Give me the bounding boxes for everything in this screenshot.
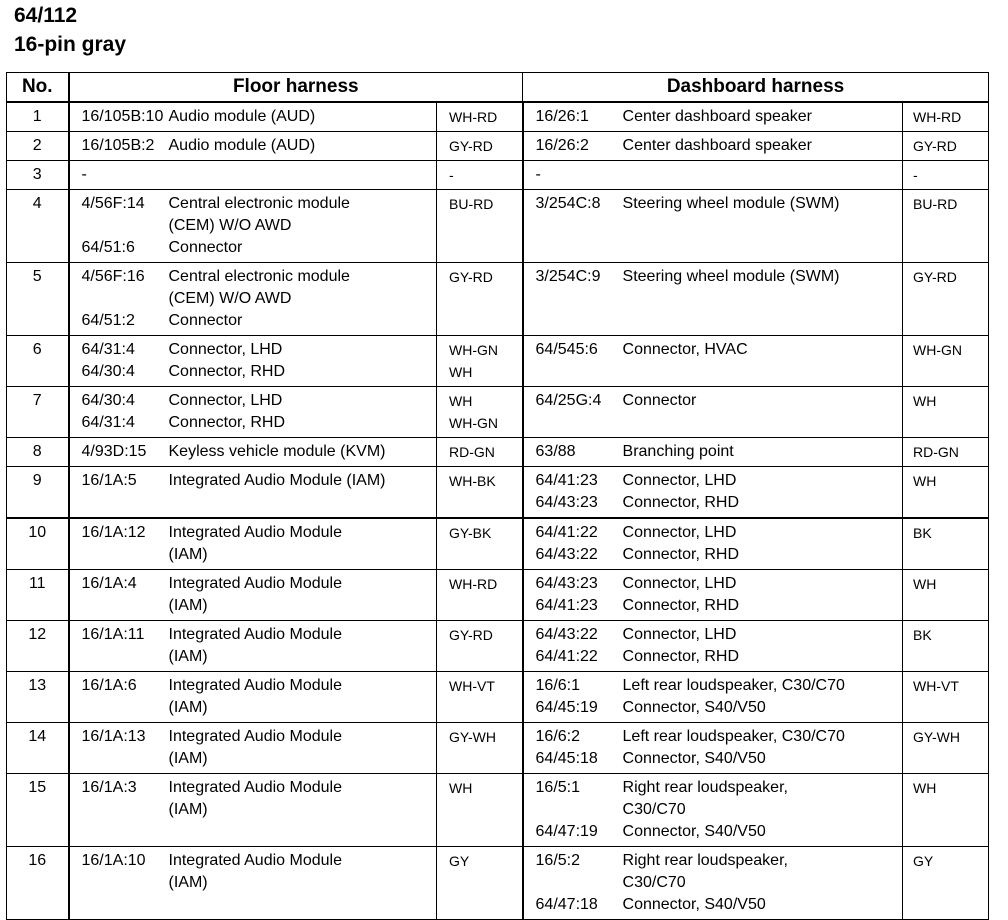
floor-description-cell xyxy=(169,438,437,467)
table-row xyxy=(7,621,989,672)
dashboard-description-cell xyxy=(623,190,903,263)
pin-number: 11 xyxy=(7,570,69,621)
pin-description: Right rear loudspeaker, xyxy=(622,852,788,869)
pin-description: Connector, LHD xyxy=(622,524,737,541)
dashboard-wire-cell xyxy=(903,263,989,336)
dashboard-description-cell xyxy=(623,518,903,570)
floor-code-cell xyxy=(69,847,169,920)
header-dashboard-harness: Dashboard harness xyxy=(523,73,989,103)
wire-color: WH-GN xyxy=(449,415,498,431)
dashboard-description-cell xyxy=(623,570,903,621)
dashboard-description-cell xyxy=(623,672,903,723)
pin-code: 64/31:4 xyxy=(81,414,135,431)
dashboard-wire-cell xyxy=(903,190,989,263)
floor-wire-cell xyxy=(437,774,523,847)
dashboard-description-cell xyxy=(623,161,903,190)
floor-description-cell xyxy=(169,570,437,621)
floor-wire-cell xyxy=(437,102,523,132)
pin-description: Connector, LHD xyxy=(168,341,283,358)
pin-description: C30/C70 xyxy=(622,801,686,818)
pin-code: 16/5:1 xyxy=(535,779,581,796)
pin-description: (IAM) xyxy=(168,597,208,614)
floor-code-cell xyxy=(69,161,169,190)
floor-code-cell xyxy=(69,438,169,467)
pin-code: 64/47:19 xyxy=(535,823,598,840)
table-row xyxy=(7,438,989,467)
pin-description: Right rear loudspeaker, xyxy=(622,779,788,796)
pin-description: Connector, RHD xyxy=(622,494,740,511)
pin-code: 16/6:2 xyxy=(535,728,581,745)
pin-description: Integrated Audio Module xyxy=(168,779,342,796)
pin-description: Connector, LHD xyxy=(622,472,737,489)
dashboard-wire-cell xyxy=(903,132,989,161)
pin-code: 16/5:2 xyxy=(535,852,581,869)
pin-number: 1 xyxy=(7,102,69,132)
table-row xyxy=(7,847,989,920)
dashboard-description-cell xyxy=(623,387,903,438)
floor-description-cell xyxy=(169,263,437,336)
pin-number: 12 xyxy=(7,621,69,672)
pin-description: Steering wheel module (SWM) xyxy=(622,268,840,285)
pin-description: Keyless vehicle module (KVM) xyxy=(168,443,386,460)
wire-color: WH-VT xyxy=(913,678,959,694)
pin-description: Left rear loudspeaker, C30/C70 xyxy=(622,677,845,694)
wire-color: WH-RD xyxy=(913,109,962,125)
pin-number: 8 xyxy=(7,438,69,467)
dashboard-wire-cell xyxy=(903,102,989,132)
pin-description: Integrated Audio Module xyxy=(168,524,342,541)
pin-code: 64/51:6 xyxy=(81,239,135,256)
dashboard-code-cell xyxy=(523,387,623,438)
floor-wire-cell xyxy=(437,621,523,672)
floor-code-cell xyxy=(69,190,169,263)
floor-description-cell xyxy=(169,621,437,672)
pin-number: 3 xyxy=(7,161,69,190)
pin-code: 64/25G:4 xyxy=(535,392,602,409)
wire-color: WH-RD xyxy=(449,576,498,592)
pin-number: 15 xyxy=(7,774,69,847)
dashboard-code-cell xyxy=(523,570,623,621)
pin-code: 64/43:23 xyxy=(535,575,598,592)
dashboard-description-cell xyxy=(623,723,903,774)
pin-description: (IAM) xyxy=(168,546,208,563)
header-floor-harness: Floor harness xyxy=(69,73,523,103)
floor-code-cell xyxy=(69,518,169,570)
pin-code: 16/26:1 xyxy=(535,108,589,125)
page-subtitle: 16-pin gray xyxy=(14,33,127,56)
pin-description: (IAM) xyxy=(168,648,208,665)
pin-description: Integrated Audio Module xyxy=(168,852,342,869)
pin-code: 16/1A:10 xyxy=(81,852,146,869)
dashboard-wire-cell xyxy=(903,387,989,438)
header-no: No. xyxy=(7,73,69,103)
table-row xyxy=(7,723,989,774)
floor-code-cell xyxy=(69,621,169,672)
wire-color: GY-RD xyxy=(449,627,493,643)
pin-description: Connector, RHD xyxy=(622,597,740,614)
floor-code-cell xyxy=(69,723,169,774)
floor-description-cell xyxy=(169,518,437,570)
pin-description: Connector, HVAC xyxy=(622,341,748,358)
floor-wire-cell xyxy=(437,161,523,190)
wire-color: RD-GN xyxy=(449,444,495,460)
wire-color: - xyxy=(449,167,454,183)
floor-code-cell xyxy=(69,774,169,847)
wire-color: WH xyxy=(449,393,473,409)
table-row xyxy=(7,190,989,263)
table-row xyxy=(7,774,989,847)
pin-code: 3/254C:9 xyxy=(535,268,601,285)
floor-wire-cell xyxy=(437,132,523,161)
floor-wire-cell xyxy=(437,672,523,723)
pin-code: 64/43:22 xyxy=(535,546,598,563)
pin-description: (IAM) xyxy=(168,874,208,891)
pin-number: 7 xyxy=(7,387,69,438)
pin-description: Integrated Audio Module xyxy=(168,575,342,592)
pin-number: 16 xyxy=(7,847,69,920)
pin-description: Connector, S40/V50 xyxy=(622,699,766,716)
pin-code: 64/43:23 xyxy=(535,494,598,511)
dashboard-description-cell xyxy=(623,467,903,519)
pin-description: (CEM) W/O AWD xyxy=(168,217,292,234)
pin-code: 4/56F:14 xyxy=(81,195,145,212)
floor-description-cell xyxy=(169,847,437,920)
dashboard-code-cell xyxy=(523,190,623,263)
pin-code: 16/1A:3 xyxy=(81,779,137,796)
pin-code: 16/6:1 xyxy=(535,677,581,694)
pin-code: - xyxy=(535,166,541,183)
floor-description-cell xyxy=(169,132,437,161)
pin-description: Steering wheel module (SWM) xyxy=(622,195,840,212)
pin-description: Connector xyxy=(168,312,243,329)
pin-code: 16/1A:4 xyxy=(81,575,137,592)
wire-color: WH xyxy=(913,393,937,409)
dashboard-code-cell xyxy=(523,263,623,336)
table-row xyxy=(7,387,989,438)
floor-description-cell xyxy=(169,102,437,132)
dashboard-description-cell xyxy=(623,102,903,132)
pin-description: Center dashboard speaker xyxy=(622,137,812,154)
page-title: 64/112 xyxy=(14,4,78,27)
dashboard-wire-cell xyxy=(903,438,989,467)
pin-description: C30/C70 xyxy=(622,874,686,891)
pin-code: 64/41:23 xyxy=(535,597,598,614)
pin-code: 3/254C:8 xyxy=(535,195,601,212)
wire-color: BU-RD xyxy=(913,196,958,212)
wire-color: GY-WH xyxy=(913,729,960,745)
pin-number: 6 xyxy=(7,336,69,387)
dashboard-code-cell xyxy=(523,336,623,387)
pin-code: - xyxy=(81,166,87,183)
floor-code-cell xyxy=(69,132,169,161)
dashboard-code-cell xyxy=(523,518,623,570)
pin-description: Connector, RHD xyxy=(168,363,285,380)
wire-color: WH-RD xyxy=(449,109,498,125)
pin-description: Integrated Audio Module xyxy=(168,677,342,694)
pin-number: 10 xyxy=(7,518,69,570)
pin-code: 16/1A:6 xyxy=(81,677,137,694)
floor-wire-cell xyxy=(437,570,523,621)
pin-description: (IAM) xyxy=(168,801,208,818)
dashboard-code-cell xyxy=(523,621,623,672)
table-row xyxy=(7,570,989,621)
pin-code: 64/31:4 xyxy=(81,341,135,358)
pin-number: 14 xyxy=(7,723,69,774)
pin-code: 64/47:18 xyxy=(535,896,598,913)
pin-code: 64/45:18 xyxy=(535,750,598,767)
pin-description: Left rear loudspeaker, C30/C70 xyxy=(622,728,845,745)
floor-code-cell xyxy=(69,570,169,621)
pin-description: Integrated Audio Module (IAM) xyxy=(168,472,386,489)
floor-code-cell xyxy=(69,336,169,387)
floor-code-cell xyxy=(69,102,169,132)
dashboard-code-cell xyxy=(523,132,623,161)
pin-code: 64/545:6 xyxy=(535,341,598,358)
dashboard-description-cell xyxy=(623,263,903,336)
pin-code: 16/26:2 xyxy=(535,137,589,154)
table-row xyxy=(7,336,989,387)
dashboard-description-cell xyxy=(623,438,903,467)
wire-color: WH xyxy=(913,780,937,796)
pin-description: Audio module (AUD) xyxy=(168,108,316,125)
dashboard-wire-cell xyxy=(903,570,989,621)
pin-description: Center dashboard speaker xyxy=(622,108,812,125)
dashboard-code-cell xyxy=(523,438,623,467)
pin-description: Connector, S40/V50 xyxy=(622,823,766,840)
pin-code: 63/88 xyxy=(535,443,576,460)
pin-number: 4 xyxy=(7,190,69,263)
pin-description: Connector, RHD xyxy=(622,546,740,563)
table-row xyxy=(7,518,989,570)
pin-code: 64/45:19 xyxy=(535,699,598,716)
pin-description: Central electronic module xyxy=(168,195,350,212)
dashboard-description-cell xyxy=(623,621,903,672)
pin-number: 13 xyxy=(7,672,69,723)
pin-description: (IAM) xyxy=(168,750,208,767)
floor-description-cell xyxy=(169,723,437,774)
dashboard-code-cell xyxy=(523,161,623,190)
wire-color: RD-GN xyxy=(913,444,959,460)
dashboard-wire-cell xyxy=(903,467,989,519)
pin-code: 16/1A:12 xyxy=(81,524,146,541)
wire-color: GY xyxy=(449,853,470,869)
dashboard-code-cell xyxy=(523,723,623,774)
floor-description-cell xyxy=(169,387,437,438)
dashboard-wire-cell xyxy=(903,336,989,387)
wire-color: GY-RD xyxy=(449,138,493,154)
pin-code: 4/56F:16 xyxy=(81,268,145,285)
pin-description: Branching point xyxy=(622,443,734,460)
floor-description-cell xyxy=(169,672,437,723)
table-row xyxy=(7,672,989,723)
pin-code: 64/30:4 xyxy=(81,363,135,380)
table-row xyxy=(7,467,989,519)
wire-color: BK xyxy=(913,525,932,541)
pin-number: 9 xyxy=(7,467,69,519)
pin-description: Audio module (AUD) xyxy=(168,137,316,154)
pin-description: Connector, RHD xyxy=(168,414,285,431)
floor-wire-cell xyxy=(437,467,523,519)
floor-description-cell xyxy=(169,190,437,263)
floor-code-cell xyxy=(69,672,169,723)
floor-code-cell xyxy=(69,263,169,336)
wire-color: WH xyxy=(913,473,937,489)
floor-wire-cell xyxy=(437,518,523,570)
pin-description: (CEM) W/O AWD xyxy=(168,290,292,307)
pin-description: Connector, LHD xyxy=(622,575,737,592)
dashboard-wire-cell xyxy=(903,161,989,190)
wire-color: WH-BK xyxy=(449,473,496,489)
floor-description-cell xyxy=(169,774,437,847)
dashboard-description-cell xyxy=(623,336,903,387)
dashboard-code-cell xyxy=(523,774,623,847)
dashboard-wire-cell xyxy=(903,774,989,847)
floor-wire-cell xyxy=(437,438,523,467)
dashboard-wire-cell xyxy=(903,621,989,672)
floor-description-cell xyxy=(169,467,437,519)
wire-color: GY-WH xyxy=(449,729,496,745)
wire-color: WH xyxy=(913,576,937,592)
pin-description: Integrated Audio Module xyxy=(168,626,342,643)
pin-code: 64/41:22 xyxy=(535,524,598,541)
floor-wire-cell xyxy=(437,336,523,387)
floor-code-cell xyxy=(69,467,169,519)
pin-number: 5 xyxy=(7,263,69,336)
wire-color: GY-RD xyxy=(449,269,493,285)
table-row xyxy=(7,102,989,132)
pin-description: Connector, LHD xyxy=(168,392,283,409)
pin-code: 64/30:4 xyxy=(81,392,135,409)
dashboard-code-cell xyxy=(523,467,623,519)
floor-wire-cell xyxy=(437,723,523,774)
dashboard-code-cell xyxy=(523,102,623,132)
wire-color: GY-RD xyxy=(913,138,957,154)
floor-code-cell xyxy=(69,387,169,438)
wire-color: WH xyxy=(449,780,473,796)
pin-code: 64/43:22 xyxy=(535,626,598,643)
pin-description: Central electronic module xyxy=(168,268,350,285)
wire-color: GY xyxy=(913,853,934,869)
pin-code: 16/1A:13 xyxy=(81,728,146,745)
pin-number: 2 xyxy=(7,132,69,161)
wire-color: WH xyxy=(449,364,473,380)
pin-code: 16/1A:11 xyxy=(81,626,145,643)
dashboard-wire-cell xyxy=(903,847,989,920)
pin-description: Connector, RHD xyxy=(622,648,740,665)
table-row xyxy=(7,132,989,161)
dashboard-code-cell xyxy=(523,672,623,723)
table-header-row xyxy=(7,73,989,103)
pin-description: Integrated Audio Module xyxy=(168,728,342,745)
wire-color: GY-RD xyxy=(913,269,957,285)
floor-wire-cell xyxy=(437,263,523,336)
floor-wire-cell xyxy=(437,190,523,263)
pin-description: (IAM) xyxy=(168,699,208,716)
pin-code: 64/41:23 xyxy=(535,472,598,489)
table-row xyxy=(7,263,989,336)
wire-color: WH-VT xyxy=(449,678,495,694)
wire-color: BK xyxy=(913,627,932,643)
dashboard-wire-cell xyxy=(903,672,989,723)
wire-color: BU-RD xyxy=(449,196,494,212)
dashboard-description-cell xyxy=(623,132,903,161)
pin-code: 16/105B:10 xyxy=(81,108,164,125)
pin-table xyxy=(6,72,989,920)
dashboard-code-cell xyxy=(523,847,623,920)
floor-description-cell xyxy=(169,161,437,190)
dashboard-description-cell xyxy=(623,774,903,847)
pin-code: 64/41:22 xyxy=(535,648,598,665)
dashboard-wire-cell xyxy=(903,723,989,774)
pin-description: Connector xyxy=(622,392,697,409)
wire-color: GY-BK xyxy=(449,525,492,541)
dashboard-wire-cell xyxy=(903,518,989,570)
floor-description-cell xyxy=(169,336,437,387)
wire-color: WH-GN xyxy=(913,342,963,358)
wire-color: - xyxy=(913,167,918,183)
pin-code: 4/93D:15 xyxy=(81,443,147,460)
pin-code: 64/51:2 xyxy=(81,312,135,329)
pin-code: 16/1A:5 xyxy=(81,472,137,489)
pin-description: Connector, S40/V50 xyxy=(622,896,766,913)
floor-wire-cell xyxy=(437,387,523,438)
pin-description: Connector xyxy=(168,239,243,256)
wire-color: WH-GN xyxy=(449,342,498,358)
pin-rows xyxy=(7,102,989,920)
pin-description: Connector, S40/V50 xyxy=(622,750,766,767)
dashboard-description-cell xyxy=(623,847,903,920)
table-row xyxy=(7,161,989,190)
pin-code: 16/105B:2 xyxy=(81,137,155,154)
pin-description: Connector, LHD xyxy=(622,626,737,643)
floor-wire-cell xyxy=(437,847,523,920)
